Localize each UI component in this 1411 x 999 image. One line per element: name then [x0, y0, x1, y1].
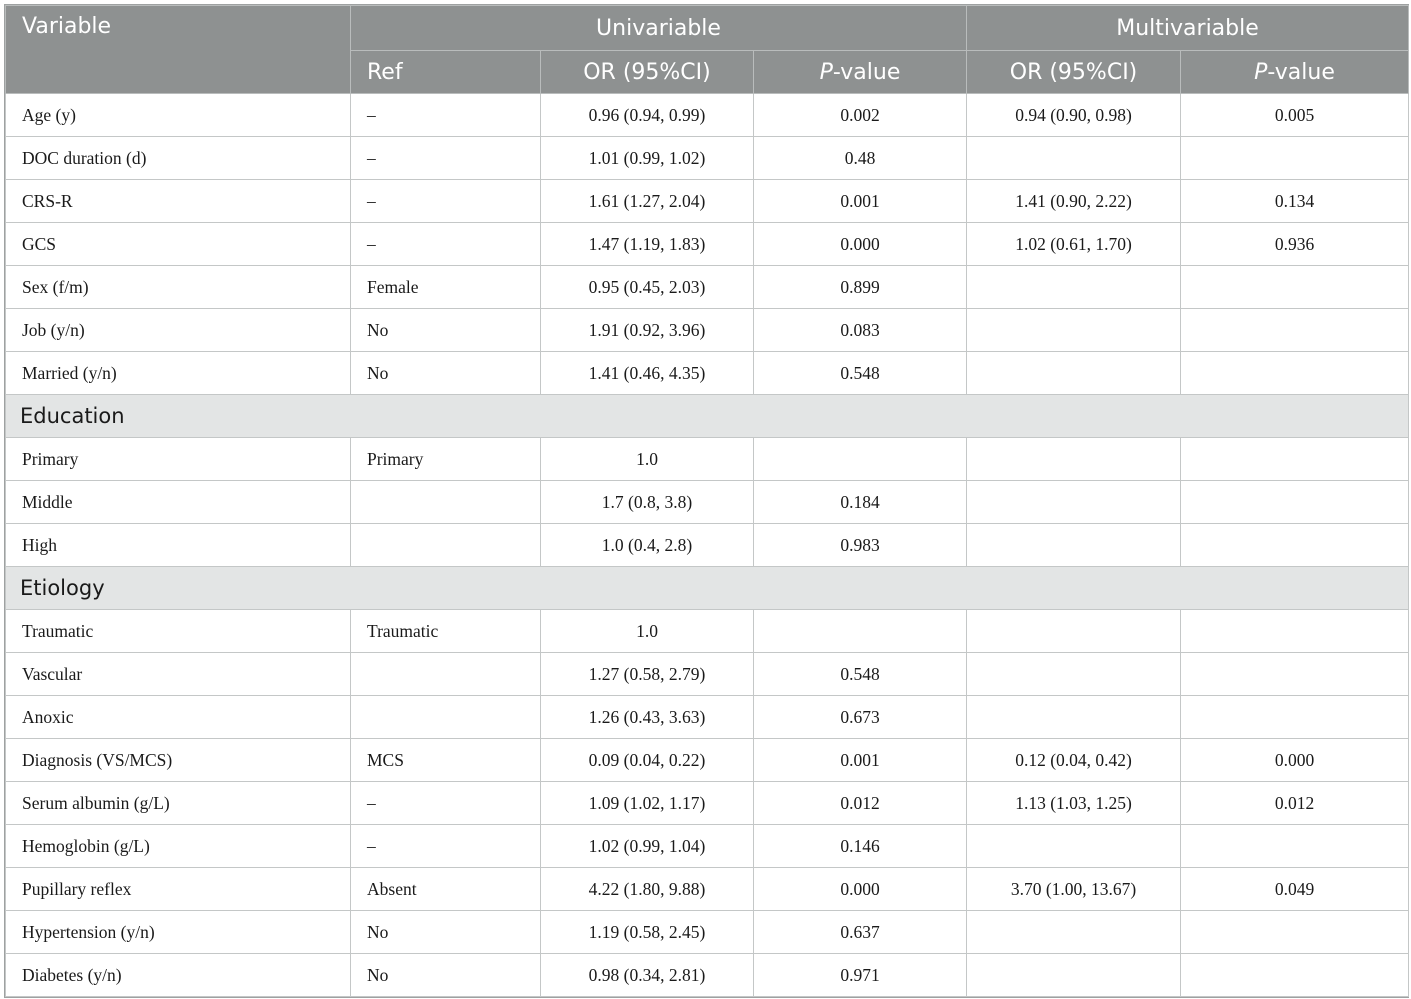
- cell-variable: Hypertension (y/n): [6, 911, 351, 954]
- cell-p-univariable: 0.548: [754, 653, 967, 696]
- cell-ref: –: [351, 782, 541, 825]
- cell-ref: –: [351, 137, 541, 180]
- cell-p-univariable: 0.002: [754, 94, 967, 137]
- cell-p-univariable: [754, 438, 967, 481]
- table-row: [6, 610, 1409, 653]
- cell-p-univariable: 0.184: [754, 481, 967, 524]
- cell-or-univariable: 1.02 (0.99, 1.04): [541, 825, 754, 868]
- cell-variable: Middle: [6, 481, 351, 524]
- cell-or-multivariable: [967, 825, 1181, 868]
- cell-p-univariable: 0.012: [754, 782, 967, 825]
- cell-or-univariable: 1.0: [541, 438, 754, 481]
- cell-p-univariable: 0.146: [754, 825, 967, 868]
- cell-p-multivariable: 0.134: [1181, 180, 1409, 223]
- header-variable: Variable: [6, 6, 351, 94]
- table-row: [6, 524, 1409, 567]
- cell-p-multivariable: [1181, 352, 1409, 395]
- table-row: [6, 739, 1409, 782]
- cell-p-univariable: 0.971: [754, 954, 967, 997]
- cell-variable: Diabetes (y/n): [6, 954, 351, 997]
- table-row: [6, 825, 1409, 868]
- cell-or-univariable: 1.19 (0.58, 2.45): [541, 911, 754, 954]
- header-p-suffix: -value: [832, 59, 901, 85]
- table-row: [6, 180, 1409, 223]
- section-title: Education: [6, 395, 1409, 438]
- cell-p-univariable: 0.637: [754, 911, 967, 954]
- cell-variable: Traumatic: [6, 610, 351, 653]
- section-title: Etiology: [6, 567, 1409, 610]
- cell-ref: –: [351, 180, 541, 223]
- cell-p-multivariable: [1181, 137, 1409, 180]
- cell-variable: Sex (f/m): [6, 266, 351, 309]
- cell-variable: Serum albumin (g/L): [6, 782, 351, 825]
- cell-or-univariable: 0.09 (0.04, 0.22): [541, 739, 754, 782]
- cell-or-multivariable: [967, 438, 1181, 481]
- cell-ref: Primary: [351, 438, 541, 481]
- table-row: [6, 223, 1409, 266]
- table-row: [6, 481, 1409, 524]
- cell-ref: Absent: [351, 868, 541, 911]
- cell-variable: High: [6, 524, 351, 567]
- cell-p-multivariable: [1181, 524, 1409, 567]
- cell-p-univariable: 0.899: [754, 266, 967, 309]
- cell-or-univariable: 1.01 (0.99, 1.02): [541, 137, 754, 180]
- cell-variable: Hemoglobin (g/L): [6, 825, 351, 868]
- cell-or-univariable: 0.98 (0.34, 2.81): [541, 954, 754, 997]
- cell-or-multivariable: [967, 610, 1181, 653]
- cell-ref: [351, 653, 541, 696]
- table-row: [6, 868, 1409, 911]
- cell-p-multivariable: [1181, 266, 1409, 309]
- cell-ref: –: [351, 94, 541, 137]
- cell-ref: Female: [351, 266, 541, 309]
- cell-p-multivariable: [1181, 954, 1409, 997]
- cell-or-univariable: 1.41 (0.46, 4.35): [541, 352, 754, 395]
- cell-variable: Primary: [6, 438, 351, 481]
- cell-ref: No: [351, 352, 541, 395]
- cell-p-univariable: 0.983: [754, 524, 967, 567]
- header-p-suffix: -value: [1267, 59, 1335, 85]
- cell-or-multivariable: 0.94 (0.90, 0.98): [967, 94, 1181, 137]
- cell-variable: GCS: [6, 223, 351, 266]
- section-row-education: [6, 395, 1409, 438]
- cell-p-univariable: 0.673: [754, 696, 967, 739]
- table-row: [6, 137, 1409, 180]
- cell-p-multivariable: 0.000: [1181, 739, 1409, 782]
- table-row: [6, 653, 1409, 696]
- table-row: [6, 309, 1409, 352]
- cell-p-univariable: 0.48: [754, 137, 967, 180]
- cell-p-multivariable: [1181, 696, 1409, 739]
- table-row: [6, 911, 1409, 954]
- cell-ref: –: [351, 825, 541, 868]
- header-univariable: Univariable: [351, 6, 967, 51]
- cell-ref: No: [351, 911, 541, 954]
- cell-or-multivariable: 1.41 (0.90, 2.22): [967, 180, 1181, 223]
- cell-variable: CRS-R: [6, 180, 351, 223]
- table-body: [6, 94, 1409, 997]
- cell-p-multivariable: [1181, 610, 1409, 653]
- regression-table-container: [4, 4, 1409, 998]
- cell-p-multivariable: [1181, 309, 1409, 352]
- cell-or-multivariable: 1.02 (0.61, 1.70): [967, 223, 1181, 266]
- cell-p-univariable: 0.001: [754, 739, 967, 782]
- cell-variable: Vascular: [6, 653, 351, 696]
- cell-variable: Pupillary reflex: [6, 868, 351, 911]
- cell-ref: No: [351, 954, 541, 997]
- cell-or-multivariable: [967, 696, 1181, 739]
- cell-or-univariable: 1.61 (1.27, 2.04): [541, 180, 754, 223]
- cell-variable: Diagnosis (VS/MCS): [6, 739, 351, 782]
- cell-p-univariable: 0.548: [754, 352, 967, 395]
- header-p-letter: P: [819, 59, 833, 85]
- cell-p-multivariable: [1181, 438, 1409, 481]
- cell-p-multivariable: [1181, 481, 1409, 524]
- cell-or-univariable: 1.0: [541, 610, 754, 653]
- table-row: [6, 782, 1409, 825]
- regression-table: [5, 5, 1409, 997]
- cell-p-multivariable: 0.049: [1181, 868, 1409, 911]
- cell-p-univariable: 0.000: [754, 223, 967, 266]
- header-p-letter: P: [1254, 59, 1268, 85]
- cell-or-univariable: 0.96 (0.94, 0.99): [541, 94, 754, 137]
- cell-p-multivariable: 0.936: [1181, 223, 1409, 266]
- cell-or-multivariable: 3.70 (1.00, 13.67): [967, 868, 1181, 911]
- header-ref: Ref: [351, 51, 541, 94]
- cell-ref: [351, 481, 541, 524]
- cell-or-univariable: 1.09 (1.02, 1.17): [541, 782, 754, 825]
- header-multivariable: Multivariable: [967, 6, 1409, 51]
- cell-p-multivariable: 0.012: [1181, 782, 1409, 825]
- cell-variable: DOC duration (d): [6, 137, 351, 180]
- cell-or-univariable: 1.0 (0.4, 2.8): [541, 524, 754, 567]
- cell-variable: Anoxic: [6, 696, 351, 739]
- cell-or-multivariable: [967, 266, 1181, 309]
- cell-p-univariable: 0.083: [754, 309, 967, 352]
- header-p-multivariable: [1181, 51, 1409, 94]
- cell-or-univariable: 1.7 (0.8, 3.8): [541, 481, 754, 524]
- cell-or-univariable: 0.95 (0.45, 2.03): [541, 266, 754, 309]
- section-row-etiology: [6, 567, 1409, 610]
- cell-ref: MCS: [351, 739, 541, 782]
- header-p-univariable: [754, 51, 967, 94]
- header-or-multivariable: OR (95%CI): [967, 51, 1181, 94]
- cell-or-univariable: 4.22 (1.80, 9.88): [541, 868, 754, 911]
- cell-or-univariable: 1.47 (1.19, 1.83): [541, 223, 754, 266]
- table-row: [6, 954, 1409, 997]
- cell-or-multivariable: [967, 352, 1181, 395]
- header-or-univariable: OR (95%CI): [541, 51, 754, 94]
- cell-or-multivariable: 0.12 (0.04, 0.42): [967, 739, 1181, 782]
- cell-ref: –: [351, 223, 541, 266]
- cell-or-univariable: 1.91 (0.92, 3.96): [541, 309, 754, 352]
- table-row: [6, 352, 1409, 395]
- table-row: [6, 94, 1409, 137]
- cell-or-univariable: 1.27 (0.58, 2.79): [541, 653, 754, 696]
- cell-ref: No: [351, 309, 541, 352]
- cell-or-multivariable: [967, 954, 1181, 997]
- cell-p-multivariable: [1181, 653, 1409, 696]
- cell-p-univariable: 0.001: [754, 180, 967, 223]
- cell-p-univariable: [754, 610, 967, 653]
- cell-or-multivariable: [967, 911, 1181, 954]
- cell-variable: Job (y/n): [6, 309, 351, 352]
- cell-p-multivariable: [1181, 825, 1409, 868]
- cell-p-multivariable: [1181, 911, 1409, 954]
- cell-p-univariable: 0.000: [754, 868, 967, 911]
- cell-or-multivariable: [967, 137, 1181, 180]
- cell-variable: Married (y/n): [6, 352, 351, 395]
- table-row: [6, 696, 1409, 739]
- cell-variable: Age (y): [6, 94, 351, 137]
- cell-p-multivariable: 0.005: [1181, 94, 1409, 137]
- cell-or-univariable: 1.26 (0.43, 3.63): [541, 696, 754, 739]
- cell-or-multivariable: [967, 309, 1181, 352]
- table-header: [6, 6, 1409, 94]
- cell-or-multivariable: [967, 653, 1181, 696]
- cell-ref: [351, 696, 541, 739]
- cell-ref: Traumatic: [351, 610, 541, 653]
- cell-or-multivariable: [967, 481, 1181, 524]
- table-row: [6, 438, 1409, 481]
- cell-or-multivariable: 1.13 (1.03, 1.25): [967, 782, 1181, 825]
- table-row: [6, 266, 1409, 309]
- cell-or-multivariable: [967, 524, 1181, 567]
- cell-ref: [351, 524, 541, 567]
